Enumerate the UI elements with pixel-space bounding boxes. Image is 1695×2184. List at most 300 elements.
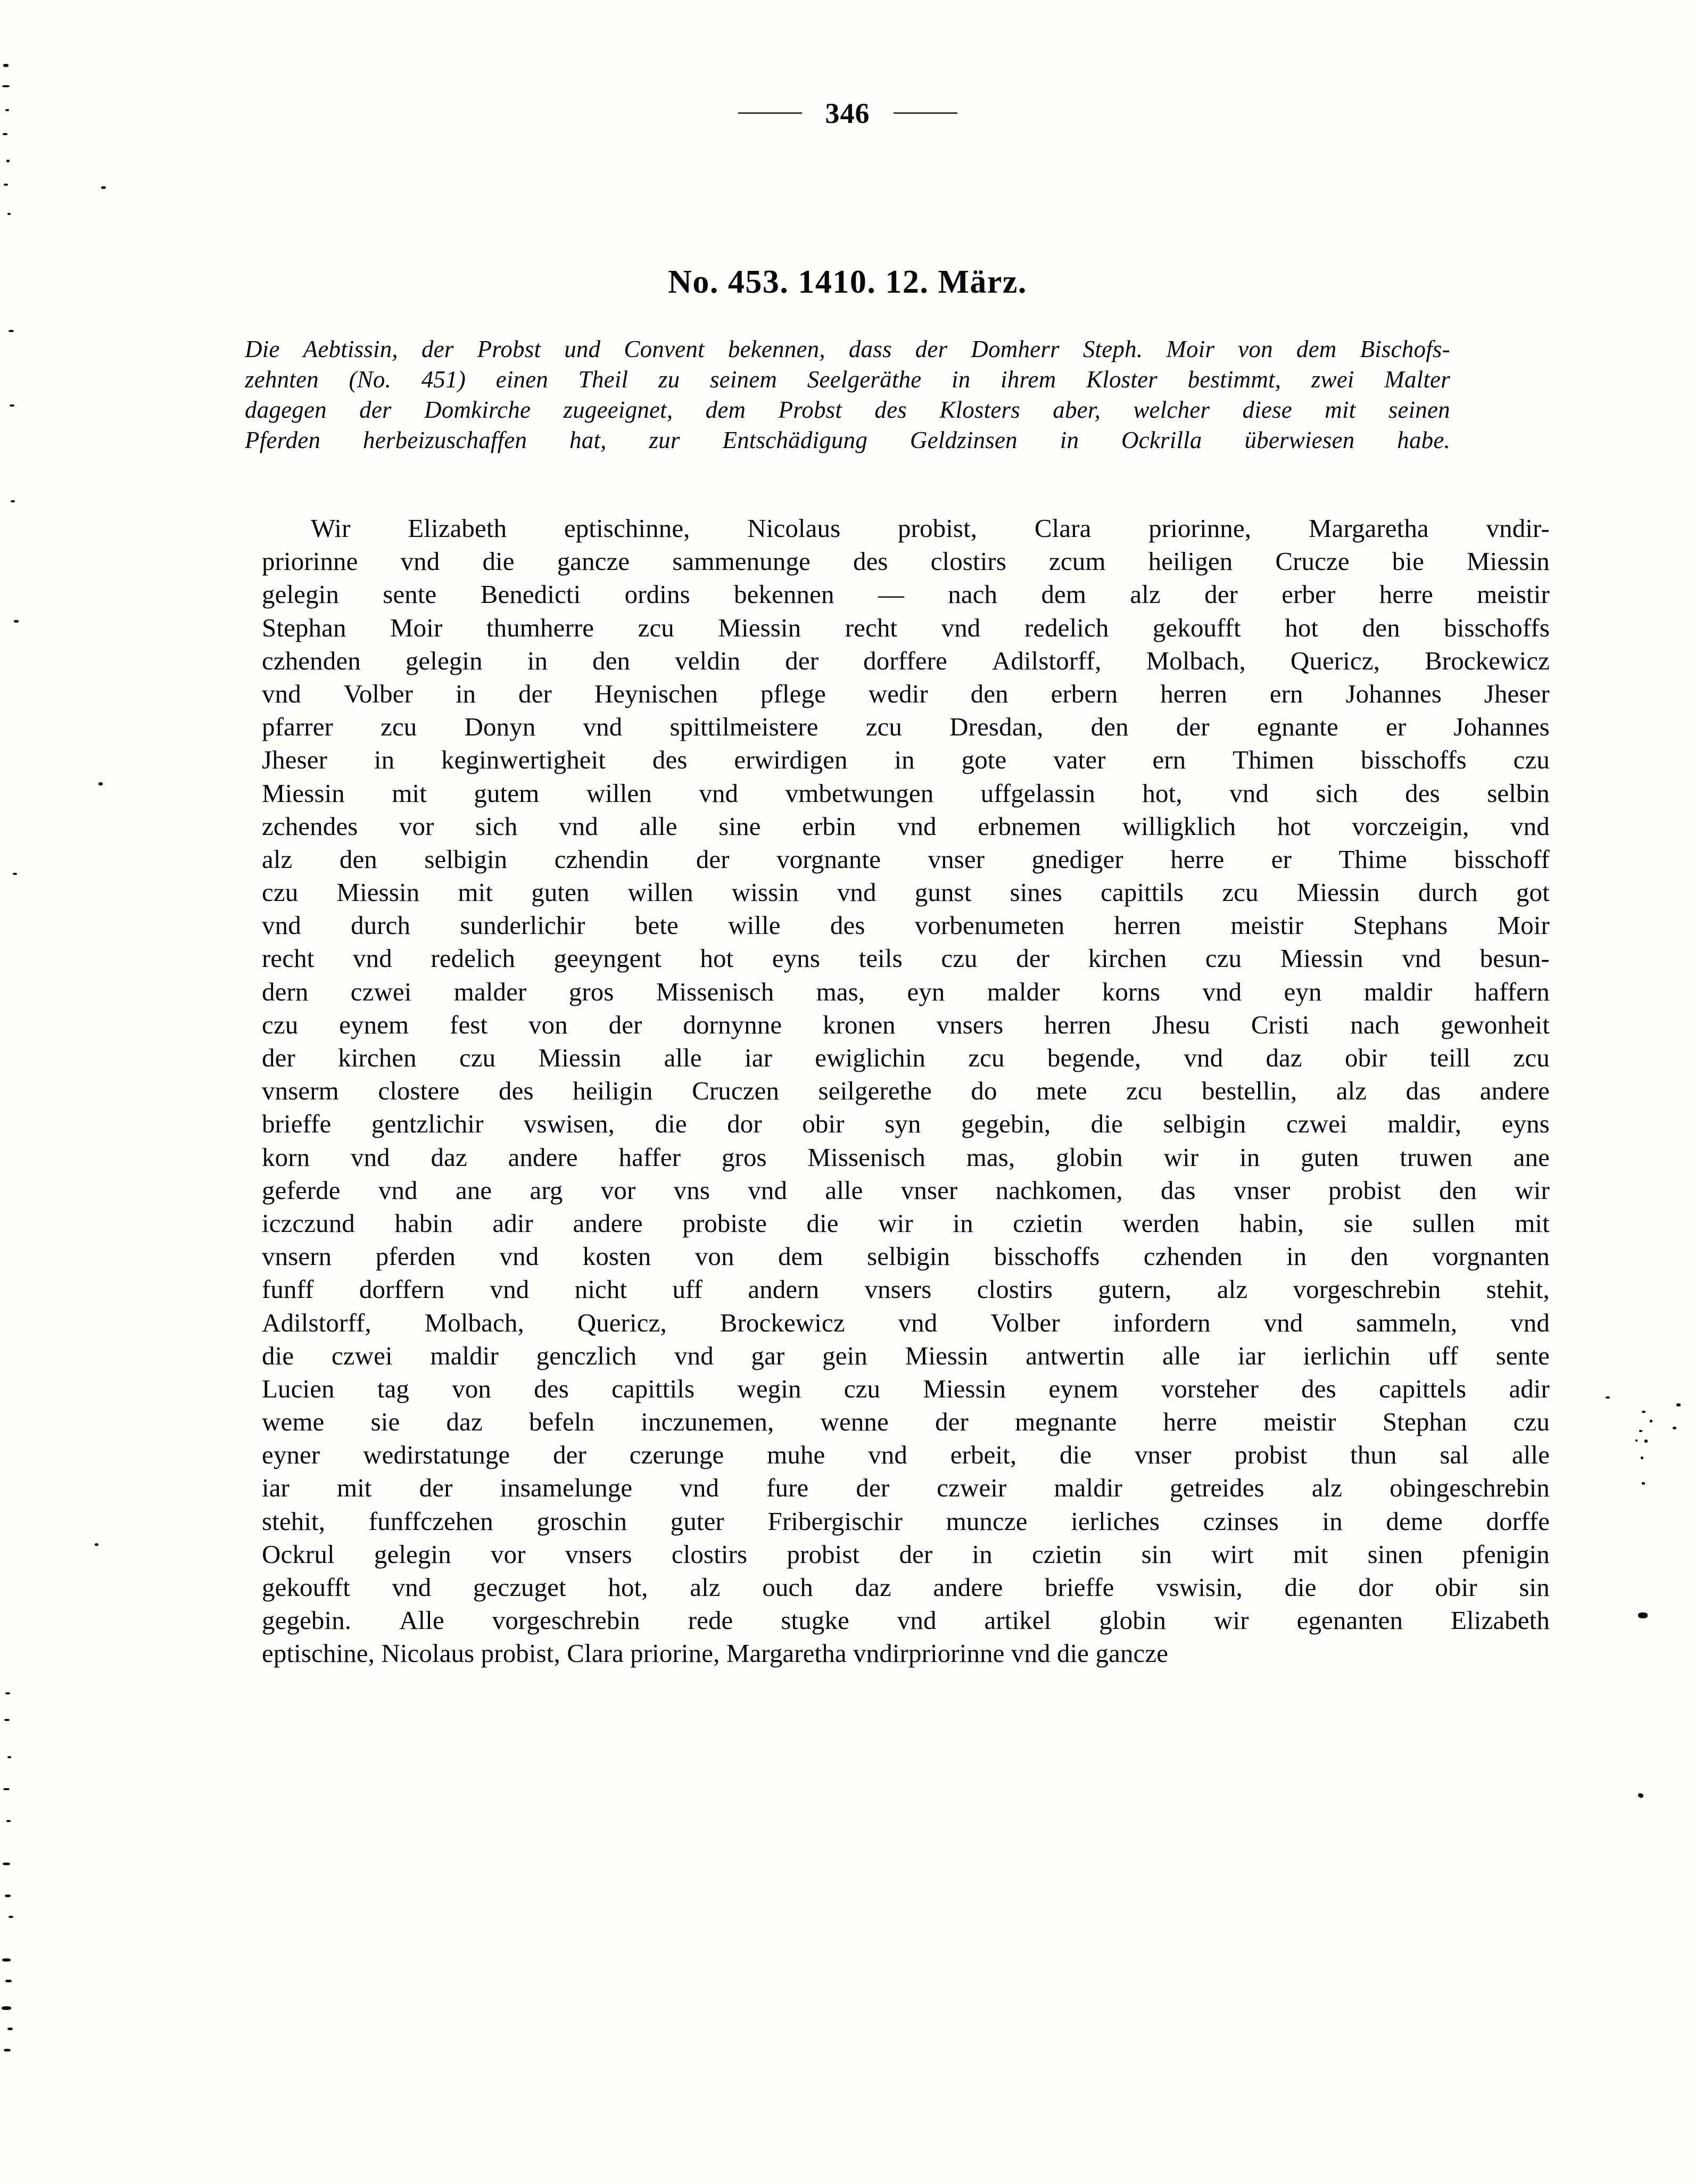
- body-word: Jhesu: [1152, 1010, 1211, 1039]
- body-word: willen: [627, 878, 693, 907]
- body-word: vnd: [499, 1242, 539, 1271]
- body-word: zcum: [1049, 547, 1106, 576]
- body-word: erwirdigen: [734, 745, 848, 775]
- body-word: Thimen: [1233, 745, 1314, 775]
- body-word: erbeit,: [950, 1440, 1017, 1470]
- body-word: czweir: [937, 1473, 1007, 1503]
- body-word: uff: [1428, 1341, 1459, 1370]
- body-word: obingeschrebin: [1390, 1473, 1550, 1503]
- body-word: fest: [450, 1010, 488, 1039]
- regest-word: Die: [245, 336, 280, 362]
- regest-word: mit: [1325, 396, 1356, 423]
- body-word: vnser: [928, 844, 985, 874]
- body-word: von: [694, 1242, 734, 1271]
- body-word: Moir: [390, 613, 443, 642]
- body-word: heiligen: [1148, 547, 1233, 576]
- body-word: zcu: [968, 1043, 1005, 1072]
- body-word: teill: [1429, 1043, 1471, 1072]
- body-word: vnd: [392, 1573, 432, 1602]
- body-word: vnd: [1510, 1308, 1550, 1337]
- body-word: czu: [1513, 745, 1550, 775]
- body-word: czinses: [1203, 1506, 1279, 1536]
- body-word: kosten: [582, 1242, 651, 1271]
- body-word: in: [1322, 1506, 1343, 1536]
- body-word: nach: [948, 580, 998, 609]
- body-word: andere: [508, 1142, 578, 1172]
- body-word: in: [374, 745, 395, 775]
- body-word: adir: [1509, 1374, 1550, 1403]
- body-word: gekoufft: [1152, 613, 1241, 642]
- body-word: Moir: [1497, 911, 1550, 940]
- body-word: mit: [1515, 1208, 1550, 1238]
- regest-word: dass: [848, 336, 892, 362]
- body-word: clostirs: [977, 1275, 1053, 1304]
- body-word: Margaretha: [1308, 514, 1429, 543]
- body-line: [262, 1306, 1550, 1339]
- body-line: [262, 1372, 1550, 1405]
- body-word: Molbach,: [1146, 646, 1246, 675]
- body-word: dor: [727, 1109, 762, 1139]
- running-head: [0, 99, 1695, 128]
- body-word: herre: [1163, 1407, 1217, 1437]
- body-word: Molbach,: [424, 1308, 524, 1337]
- body-word: Lucien: [262, 1374, 335, 1403]
- body-word: czwei: [331, 1341, 393, 1370]
- body-word: probiste: [682, 1208, 767, 1238]
- body-word: der: [1016, 944, 1050, 973]
- body-word: den: [592, 646, 631, 675]
- body-word: heiligin: [573, 1076, 653, 1106]
- body-word: gote: [961, 745, 1007, 775]
- body-word: ern: [1269, 679, 1303, 708]
- body-word: alle: [1162, 1341, 1201, 1370]
- body-word: vorgnante: [776, 844, 881, 874]
- body-word: vnd: [1402, 944, 1442, 973]
- body-word: deme: [1386, 1506, 1443, 1536]
- body-word: inczunemen,: [641, 1407, 774, 1437]
- body-word: czwei: [350, 977, 412, 1006]
- body-line: [262, 1174, 1550, 1207]
- body-word: eyn: [907, 977, 945, 1006]
- body-word: maldir: [1363, 977, 1433, 1006]
- regest-word: aber,: [1053, 396, 1101, 423]
- body-word: zcu: [381, 712, 417, 742]
- body-word: vnd: [400, 547, 440, 576]
- body-line: [262, 810, 1550, 843]
- regest-word: Aebtissin,: [303, 336, 398, 362]
- body-word: dor: [1358, 1573, 1393, 1602]
- body-line: [262, 644, 1550, 677]
- body-word: Crucze: [1275, 547, 1350, 576]
- body-word: mit: [458, 878, 493, 907]
- body-word: Brockewicz: [1425, 646, 1550, 675]
- body-word: wir: [1214, 1606, 1249, 1635]
- body-word: wille: [728, 911, 781, 940]
- body-word: syn: [884, 1109, 921, 1139]
- body-word: Elizabeth: [1451, 1606, 1550, 1635]
- body-word: vnsers: [565, 1539, 632, 1569]
- body-line: [262, 1438, 1550, 1471]
- body-word: den: [1090, 712, 1129, 742]
- body-word: egnante: [1256, 712, 1338, 742]
- body-word: Jheser: [262, 745, 328, 775]
- rule-left-decoration: [738, 112, 802, 114]
- body-word: stugke: [781, 1606, 849, 1635]
- body-word: iar: [1237, 1341, 1266, 1370]
- body-word: czu: [262, 878, 299, 907]
- body-word: Miessin: [1280, 944, 1363, 973]
- body-word: herren: [1160, 679, 1227, 708]
- body-word: vorsteher: [1161, 1374, 1259, 1403]
- body-word: uffgelassin: [980, 778, 1095, 808]
- regest-word: Probst: [778, 396, 842, 423]
- charter-body-text: [262, 512, 1550, 1670]
- body-word: andern: [748, 1275, 820, 1304]
- body-word: clostirs: [930, 547, 1007, 576]
- body-word: geferde: [262, 1175, 341, 1205]
- body-word: kirchen: [1088, 944, 1167, 973]
- body-word: der: [785, 646, 819, 675]
- body-word: gegebin.: [262, 1606, 352, 1635]
- body-word: Stephans: [1353, 911, 1448, 940]
- body-word: eyns: [1501, 1109, 1550, 1139]
- body-word: wirt: [1211, 1539, 1254, 1569]
- body-word: korn: [262, 1142, 310, 1172]
- body-word: zcu: [865, 712, 903, 742]
- body-word: redelich: [1024, 613, 1109, 642]
- scan-speck: [1639, 1430, 1642, 1432]
- body-word: vnd: [674, 1341, 714, 1370]
- body-word: Quericz,: [577, 1308, 667, 1337]
- body-word: alz: [1217, 1275, 1248, 1304]
- body-word: alle: [825, 1175, 863, 1205]
- body-word: vnsers: [864, 1275, 932, 1304]
- regest-word: des: [874, 396, 907, 423]
- body-word: bie: [1392, 547, 1424, 576]
- body-word: gelegin: [405, 646, 483, 675]
- body-word: dem: [778, 1242, 823, 1271]
- body-word: sullen: [1412, 1208, 1475, 1238]
- body-word: czhenden: [1143, 1242, 1243, 1271]
- regest-word: dagegen: [245, 396, 327, 423]
- regest-word: 451): [421, 366, 466, 393]
- body-line: [262, 1604, 1550, 1637]
- body-word: nachkomen,: [995, 1175, 1123, 1205]
- body-word: von: [452, 1374, 492, 1403]
- body-word: dem: [1041, 580, 1087, 609]
- body-word: czietin: [1032, 1539, 1102, 1569]
- body-word: des: [534, 1374, 569, 1403]
- body-word: vor: [491, 1539, 526, 1569]
- regest-word: zugeeignet,: [563, 396, 673, 423]
- body-word: habin: [394, 1208, 453, 1238]
- regest-word: (No.: [349, 366, 392, 393]
- body-word: gutem: [474, 778, 540, 808]
- body-word: daz: [431, 1142, 467, 1172]
- body-word: sin: [1519, 1573, 1550, 1602]
- body-word: die: [1284, 1573, 1317, 1602]
- scan-speck: [98, 782, 103, 785]
- body-line: [262, 1571, 1550, 1604]
- body-word: insamelunge: [500, 1473, 633, 1503]
- body-word: herren: [1044, 1010, 1111, 1039]
- body-word: czerunge: [629, 1440, 724, 1470]
- body-word: redelich: [431, 944, 515, 973]
- body-word: haffer: [618, 1142, 681, 1172]
- body-word: czu: [941, 944, 978, 973]
- body-word: wedir: [868, 679, 928, 708]
- body-word: obir: [1344, 1043, 1387, 1072]
- body-word: gnediger: [1031, 844, 1123, 874]
- body-line: [262, 743, 1550, 776]
- regest-word: dem: [705, 396, 746, 423]
- body-word: den: [339, 844, 377, 874]
- body-word: stehit,: [262, 1506, 326, 1536]
- body-line: [262, 1505, 1550, 1538]
- body-word: besun-: [1479, 944, 1550, 973]
- body-word: eyns: [772, 944, 821, 973]
- body-word: vorbenumeten: [914, 911, 1065, 940]
- body-word: seilgerethe: [818, 1076, 932, 1106]
- body-word: Clara: [1034, 514, 1092, 543]
- body-word: gros: [721, 1142, 767, 1172]
- body-word: megnante: [1015, 1407, 1117, 1437]
- body-word: alz: [690, 1573, 721, 1602]
- body-word: —: [878, 580, 904, 609]
- body-word: Miessin: [905, 1341, 988, 1370]
- body-word: vnd: [897, 1606, 937, 1635]
- scan-speck: [1641, 1457, 1643, 1459]
- regest-word: zu: [658, 366, 680, 393]
- body-word: durch: [351, 911, 411, 940]
- body-word: gros: [568, 977, 614, 1006]
- regest-word: seinen: [1388, 396, 1450, 423]
- body-word: weme: [262, 1407, 325, 1437]
- body-word: teils: [858, 944, 903, 973]
- body-word: vmbetwungen: [785, 778, 934, 808]
- body-word: vnd: [941, 613, 981, 642]
- body-word: der: [553, 1440, 586, 1470]
- body-word: er: [1386, 712, 1407, 742]
- body-word: meistir: [1477, 580, 1550, 609]
- body-word: vswisin,: [1156, 1573, 1243, 1602]
- body-word: wir: [878, 1208, 913, 1238]
- body-word: gentzlichir: [371, 1109, 484, 1139]
- body-word: iczczund: [262, 1208, 355, 1238]
- body-word: daz: [855, 1573, 891, 1602]
- body-word: des: [853, 547, 888, 576]
- regest-word: Klosters: [939, 396, 1020, 423]
- body-word: mit: [336, 1473, 372, 1503]
- body-word: selbigin: [867, 1242, 950, 1271]
- body-word: antwertin: [1026, 1341, 1125, 1370]
- body-word: gegebin,: [961, 1109, 1051, 1139]
- scan-speck: [1673, 1427, 1676, 1429]
- body-word: gelegin: [262, 580, 339, 609]
- body-word: den: [970, 679, 1008, 708]
- body-word: malder: [453, 977, 527, 1006]
- body-word: Wir: [311, 514, 351, 543]
- page-number: 346: [825, 97, 870, 129]
- body-word: des: [1405, 778, 1440, 808]
- body-word: korns: [1102, 977, 1161, 1006]
- regest-word: Bischofs-: [1360, 336, 1450, 362]
- body-word: vnser: [900, 1175, 958, 1205]
- body-word: veldin: [675, 646, 741, 675]
- body-word: Alle: [399, 1606, 444, 1635]
- body-word: dorffe: [1486, 1506, 1550, 1536]
- body-word: groschin: [536, 1506, 627, 1536]
- body-word: vnd: [748, 1175, 788, 1205]
- body-word: nach: [1350, 1010, 1400, 1039]
- body-word: vnserm: [262, 1076, 339, 1106]
- body-line: [262, 1339, 1550, 1372]
- regest-word: Seelgeräthe: [807, 366, 922, 393]
- body-line: [262, 512, 1550, 545]
- body-word: clostere: [378, 1076, 460, 1106]
- body-word: mit: [392, 778, 427, 808]
- body-word: truwen: [1400, 1142, 1473, 1172]
- body-word: wenne: [820, 1407, 889, 1437]
- body-word: in: [972, 1539, 993, 1569]
- body-word: probist: [787, 1539, 860, 1569]
- regest-word: zehnten: [245, 366, 319, 393]
- body-word: stehit,: [1486, 1275, 1550, 1304]
- body-word: die: [655, 1109, 687, 1139]
- regest-word: Theil: [578, 366, 629, 393]
- body-word: selbigin: [424, 844, 508, 874]
- body-word: alle: [639, 811, 677, 841]
- body-word: Missenisch: [656, 977, 774, 1006]
- body-word: bisschoffs: [1361, 745, 1467, 775]
- body-word: das: [1405, 1076, 1441, 1106]
- body-word: vorczeigin,: [1352, 811, 1469, 841]
- body-word: vater: [1053, 745, 1106, 775]
- body-word: geczuget: [473, 1573, 566, 1602]
- body-line: [262, 876, 1550, 909]
- body-word: arg: [530, 1175, 563, 1205]
- body-word: zcu: [1222, 878, 1259, 907]
- body-word: der: [419, 1473, 453, 1503]
- body-word: pflege: [760, 679, 826, 708]
- body-word: dornynne: [683, 1010, 782, 1039]
- body-word: maldir: [430, 1341, 499, 1370]
- body-line: [262, 843, 1550, 876]
- body-word: vnd: [262, 679, 301, 708]
- body-word: vnd: [559, 811, 598, 841]
- scan-speck: [1676, 1403, 1681, 1407]
- body-word: Brockewicz: [720, 1308, 845, 1337]
- body-line: [262, 578, 1550, 611]
- body-word: durch: [1418, 878, 1478, 907]
- regest-word: Domherr: [971, 336, 1060, 362]
- body-word: eyner: [262, 1440, 320, 1470]
- body-word: der: [899, 1539, 933, 1569]
- body-word: vnd: [378, 1175, 418, 1205]
- body-line: [262, 1107, 1550, 1140]
- body-word: do: [971, 1076, 997, 1106]
- body-word: zcu: [1126, 1076, 1163, 1106]
- body-word: rede: [688, 1606, 733, 1635]
- body-word: wissin: [731, 878, 799, 907]
- body-word: maldir,: [1387, 1109, 1462, 1139]
- body-word: Miessin: [923, 1374, 1006, 1403]
- body-word: selbigin: [1163, 1109, 1246, 1139]
- body-word: erbin: [802, 811, 856, 841]
- scan-speck: [1606, 1396, 1610, 1399]
- body-word: dorffern: [359, 1275, 445, 1304]
- body-word: willigklich: [1122, 811, 1236, 841]
- body-word: hot,: [1142, 778, 1183, 808]
- body-word: gein: [822, 1341, 867, 1370]
- body-word: die: [1060, 1440, 1092, 1470]
- body-word: czietin: [1013, 1208, 1083, 1238]
- body-word: die: [262, 1341, 294, 1370]
- body-word: der: [1204, 580, 1238, 609]
- body-word: vorgeschrebin: [492, 1606, 640, 1635]
- body-word: zcu: [638, 613, 674, 642]
- body-word: czu: [1513, 1407, 1550, 1437]
- body-word: der: [518, 679, 552, 708]
- body-word: der: [1176, 712, 1210, 742]
- body-word: Volber: [343, 679, 414, 708]
- body-word: fure: [766, 1473, 809, 1503]
- regest-word: Domkirche: [424, 396, 531, 423]
- body-word: capittils: [1101, 878, 1184, 907]
- body-word: Benedicti: [480, 580, 581, 609]
- rule-right-decoration: [894, 112, 957, 114]
- body-word: erbnemen: [978, 811, 1081, 841]
- body-word: Heynischen: [594, 679, 718, 708]
- body-word: Dresdan,: [949, 712, 1044, 742]
- body-word: Johannes: [1345, 679, 1442, 708]
- body-word: der: [856, 1473, 890, 1503]
- body-word: thumherre: [486, 613, 594, 642]
- scan-speck: [1642, 1482, 1645, 1485]
- body-word: vnd: [262, 911, 301, 940]
- body-word: sal: [1440, 1440, 1469, 1470]
- body-line: [262, 1074, 1550, 1107]
- body-word: vnd: [1263, 1308, 1303, 1337]
- scan-speck: [1644, 1440, 1648, 1443]
- body-word: priorinne: [262, 547, 358, 576]
- body-word: die: [806, 1208, 839, 1238]
- body-word: ewiglichin: [815, 1043, 926, 1072]
- regest-word: Malter: [1384, 366, 1450, 393]
- body-word: sammenunge: [672, 547, 811, 576]
- body-line: [262, 1240, 1550, 1273]
- body-word: erber: [1281, 580, 1336, 609]
- body-word: pfarrer: [262, 712, 333, 742]
- body-word: globin: [1099, 1606, 1167, 1635]
- body-word: Quericz,: [1290, 646, 1380, 675]
- body-word: obir: [1435, 1573, 1477, 1602]
- body-word: nicht: [574, 1275, 627, 1304]
- body-word: sines: [1010, 878, 1063, 907]
- body-line: [262, 1538, 1550, 1571]
- body-word: hot: [1285, 613, 1319, 642]
- body-word: probist,: [897, 514, 978, 543]
- body-word: vnd: [897, 811, 937, 841]
- body-word: bisschoffs: [1444, 613, 1550, 642]
- document-title: No. 453. 1410. 12. März.: [668, 264, 1027, 300]
- body-word: czu: [1205, 944, 1242, 973]
- body-word: vorgnanten: [1432, 1242, 1550, 1271]
- body-word: daz: [446, 1407, 483, 1437]
- body-word: czwei: [1286, 1109, 1347, 1139]
- scan-speck: [1642, 1411, 1646, 1413]
- regest-word: dem: [1296, 336, 1337, 362]
